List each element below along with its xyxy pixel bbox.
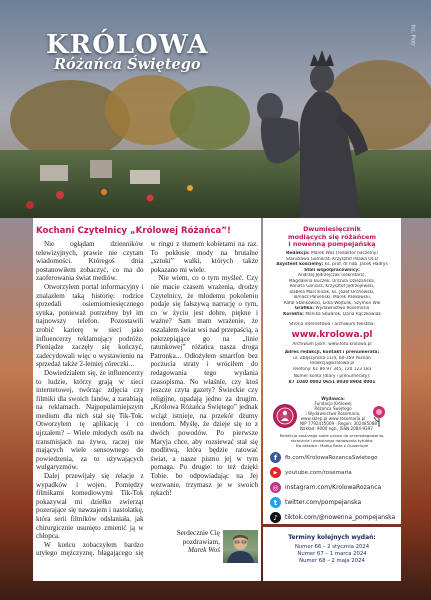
publisher-line: i Wydawnictwo Rosemaria, — [305, 411, 361, 416]
credit-line: Tomasz Panieński, Marek Pankowski, — [292, 295, 372, 300]
closing-text: Serdecznie Cię pozdrawiam, — [176, 529, 220, 546]
social-tiktok[interactable] — [270, 511, 400, 524]
youtube-icon: ▶ — [270, 467, 281, 478]
account-number: 87 1040 0002 0651 8030 8904 8001 — [288, 379, 376, 385]
contact-heading: Adres redakcji, kontakt i prenumerata: — [284, 350, 380, 355]
author-name: Marek Woś — [187, 546, 220, 555]
editorial-paragraph: Otworzyłem portal informacyjny i znalazłem taką historię: rodzice sprzedali osiemiomiesięcznego synka, ponieważ potrzebny był im najnowszy telefon. Pozostawili zrobić karierę w sieci jako influencerzy reklamujący podróże. Pieniądze zaczęły się kończyć, zadecydowali więc o wystawieniu na sprzedaż także 2-letniej córeczki... — [36, 282, 144, 369]
note-line: Redakcja zastrzega sobie prawo do przeredagowania, — [279, 433, 385, 438]
credit-line: Grafika: Wydawnictwo Rosemaria — [294, 306, 370, 311]
editorial-signoff — [168, 529, 220, 555]
editorial-body — [36, 240, 258, 558]
credit-line: Stanisława Gomerat, Krzysztof Pilawa OCD — [286, 256, 378, 262]
social-facebook-label: fb.com/KrolowaRozancaSwietego — [285, 454, 378, 461]
phone-line: Telefony: 61 86 97 345, 720 123 183 — [292, 366, 372, 372]
credit-line: Izabela Marcinisak, ks. Józef Orchowski, — [289, 289, 375, 295]
archive-line: Archiwum pism: www.foto.krolowa.pl — [292, 342, 372, 347]
cover-photo — [0, 0, 431, 218]
account-heading: Numer konta (dlary i prenumeraty): — [293, 374, 371, 379]
note-line: Na okładce: Matka Boża z Guadelupe — [295, 443, 369, 448]
publisher-line: Fundacja Królowej — [314, 401, 352, 406]
photo-credit: fot. Piotr — [409, 24, 415, 46]
email-line[interactable]: redakcja@krolowa.pl — [309, 361, 355, 366]
social-tiktok-label: tiktok.com/@nowenna_pompejanska — [285, 514, 396, 521]
issue-date-line: Numer 66 – 2 stycznia 2024 — [294, 544, 370, 550]
credit-line: Andrzej Jędrzejczak (sekretarz), — [298, 273, 366, 278]
issue-dates-title: Terminy kolejnych wydań: — [288, 534, 376, 541]
footer-strip — [0, 581, 431, 600]
masthead-title — [263, 226, 401, 249]
masthead-title-line: i nowenną pompejańską — [288, 240, 376, 249]
website-link[interactable]: www.krolowa.pl — [291, 330, 373, 340]
editorial-paragraph: W końcu zobaczyłem bardzo utyłego mężczyznę, błagającego się w ringu z tłumem kobietami na raz. To pokłosie mody na brutalne „sztuki” walki, których także pokazano mi wiele. — [36, 240, 258, 558]
credit-line: Rafał Stankowski, Lidia Wojtulik, Szymon Wik — [283, 300, 381, 306]
masthead-title-line: Dwumiesięcznik — [303, 225, 361, 233]
credit-line: Renata Ganiarz, Krzysztof Jędrzejewski, — [289, 284, 375, 289]
website-caption: Strona internetowa i archiwum tekstów: — [289, 322, 375, 327]
credit-line: Korekta: Monika Skwarek, Daria Rączkowiak — [283, 311, 381, 317]
foundation-logo — [273, 404, 297, 428]
issue-date-line: Numer 67 – 1 marca 2024 — [297, 551, 367, 557]
note-line: skracania i dowolnego nadawania tytułów. — [290, 438, 374, 443]
editorial-paragraph: Dowiedziałem się, że influencerzy to ludzie, którzy grają w sieci internetowej, twórząc zdjęcia czy filmiki dla swoich fanów, a zarabiają na reklamach. Najpopularniejszym medium dla nich stał się Tik-Tok. Otworzyłem tę aplikację i co ujrzałem? – Wiele młodych osób na transmisjach na żywo, raczej nie mających wiele sensownego do powiedzenia, za to używających wulgaryzmów. — [36, 368, 144, 472]
editorial-title: Kochani Czytelnicy „Królowej Różańca”! — [36, 226, 231, 236]
twitter-icon: t — [270, 497, 281, 508]
editorial-paragraph: Nie ogłądam dzienników telewizyjnych, prawie nie czytam wiadomości. Któregoś dnia postanowiłem zobaczyć, co ma do zaoferowania świat mediów. — [36, 240, 144, 283]
address-line: ul. Zbąszyńska 11/4, 60-359 Poznań — [293, 355, 371, 361]
social-twitter[interactable] — [270, 496, 400, 509]
social-youtube[interactable] — [270, 466, 400, 479]
author-photo — [223, 530, 258, 563]
editorial-paragraph: Dalej przewijały się relacje z wypadków i wojen. Pomiędzy filmikami komediowymi Tik-Tok pokazywał mi dziełko zwierząt pozerające się nawzajem i nastolatkę, która serii filmików odsłaniała, jak chirurgicznie usunięto zmienić ją w chłopca. — [36, 472, 144, 541]
facebook-icon: f — [270, 452, 281, 463]
credit-line: Stali współpracownicy: — [304, 267, 360, 273]
magazine-title: KRÓLOWA — [46, 30, 209, 60]
credit-line: Asystent kościelny: ks. prof. dr hab. Jacek Hadryś — [276, 262, 388, 267]
social-youtube-label: youtube.com/rosemaria — [285, 469, 352, 476]
credit-line: Redakcja: Marek Woś (redaktor naczelny) — [286, 251, 378, 256]
editorial-paragraph: Nie wiem, co o tym myśleć. Czy nie macie czasem wrażenia, drodzy Czytelnicy, że młodemu pokoleniu podaje się fałszywą narrację o tym, co w życiu jest dobre, piękne i ważne? Sam mam wrażenie, że oszalałem świat wsi nad przepaścią, a pokrzepiąjące go na „linie ratunkowej” różańca nasza droga Patronka... Odłożyłem smartfon bez poczucia straty i wróciłem do redagowania tego wydania czasopisma. No właśnie, czy ktoś jeszcze czyta gazety? Świeckie czy religijne, upadają jedno za drugim. „Królowa Różańca Świętego” jednak wciąż istnieje, na przekór dżumy trendom. Myślę, że dzieje się to z dwóch powodów. Po pierwsze Maryja chce, aby rozsiewać stał się modlitwą, która będzie ratować świat, a nasze pismo jej w tym pomaga. Po drugie: to też dzięki Tobie. bo odpowiadając na Jej wezwanie, trzymasz je w swoich rękach! — [150, 274, 258, 498]
publisher-line: NIP 7792415009 · Regon: 302485088 — [300, 421, 377, 426]
credit-line: Magdalena Buczek, Urszula Dzieżańska, — [288, 278, 376, 284]
instagram-icon: ◎ — [270, 482, 281, 493]
social-facebook[interactable] — [270, 451, 400, 464]
publisher-line: www.sklep.pl www.rosemaria.pl — [300, 416, 366, 421]
publisher-line: Różańca Świętego — [314, 406, 352, 411]
tiktok-icon: ♪ — [270, 512, 281, 523]
social-twitter-label: twitter.com/pompejanska — [285, 499, 362, 506]
publisher-heading: Wydawca: — [321, 396, 345, 401]
social-instagram-label: instagram.com/KrolowaRozanca — [285, 484, 382, 491]
publisher-line: Nakład: 9000 egz., ISSN 2084-9397 — [300, 426, 373, 431]
masthead-title-line: modlących się różańcem — [287, 232, 377, 241]
social-instagram[interactable] — [270, 481, 400, 494]
magazine-subtitle: Różańca Świętego — [54, 56, 201, 73]
issue-date-line: Numer 68 – 2 maja 2024 — [299, 558, 365, 564]
